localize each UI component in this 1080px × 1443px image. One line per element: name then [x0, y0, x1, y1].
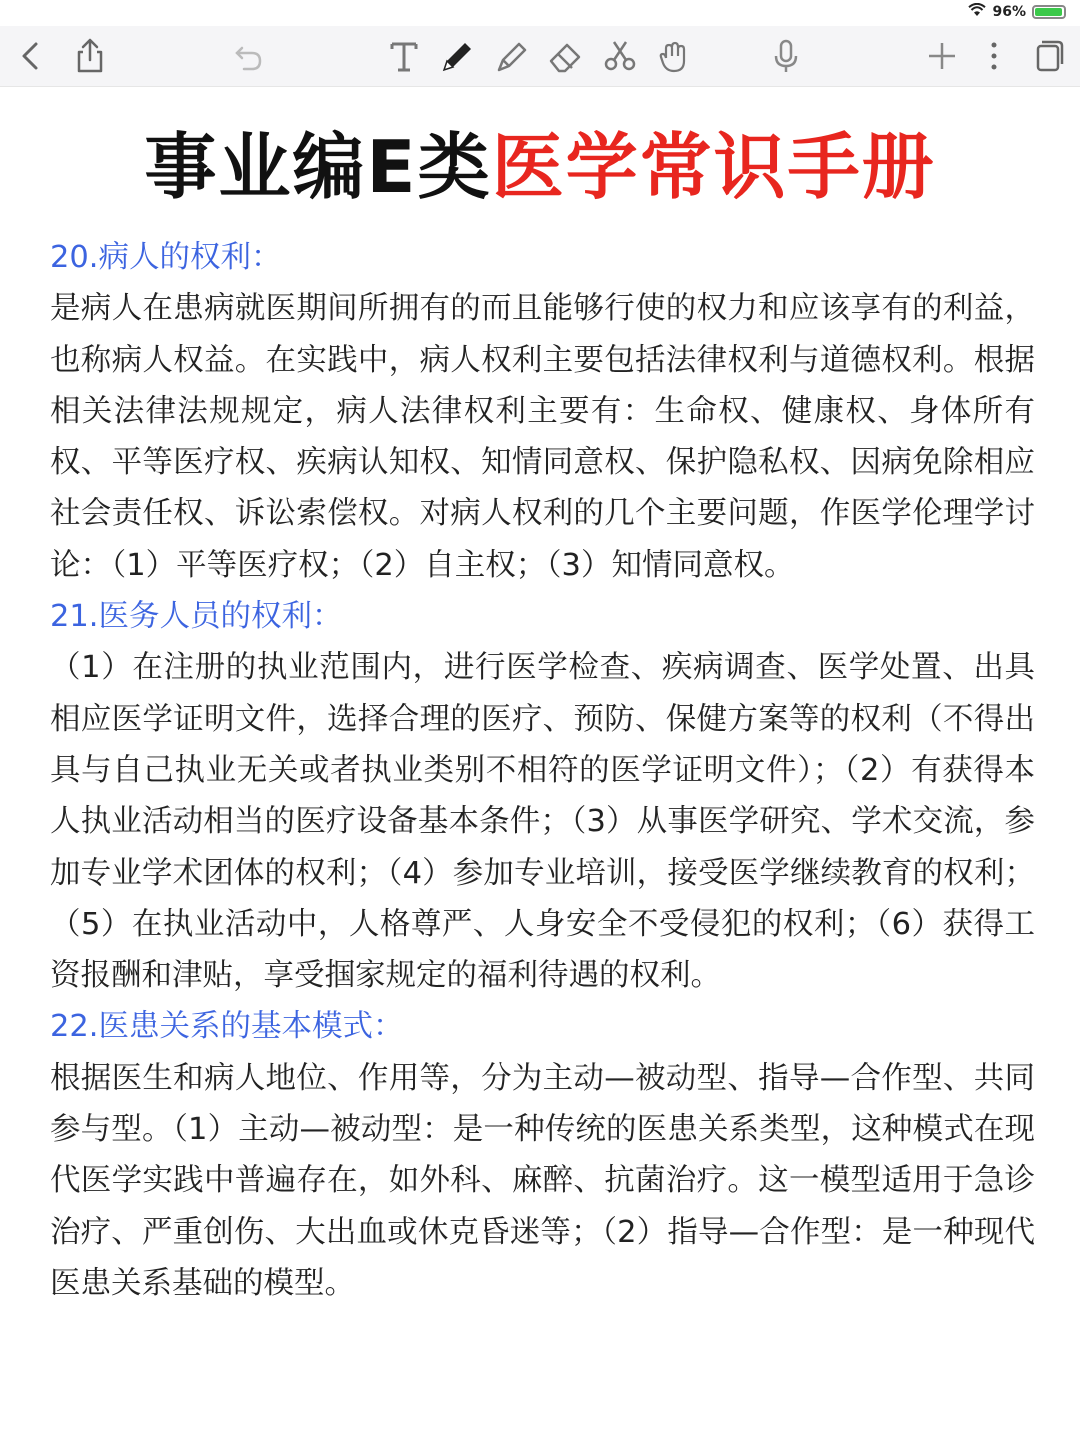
more-icon[interactable]: [972, 34, 1016, 78]
hand-tool-icon[interactable]: [652, 34, 696, 78]
status-bar: [0, 0, 1080, 26]
page-view-icon[interactable]: [1026, 34, 1070, 78]
title-black: 事业编E类: [144, 125, 492, 209]
document-page[interactable]: [0, 87, 1080, 1443]
back-icon[interactable]: [10, 34, 54, 78]
add-icon[interactable]: [920, 34, 964, 78]
section-heading: 21.医务人员的权利：: [50, 599, 343, 635]
pen-tool-icon[interactable]: [436, 34, 480, 78]
wifi-icon: [968, 3, 986, 21]
section-heading: 22.医患关系的基本模式：: [50, 1009, 404, 1045]
section-body: 根据医生和病人地位、作用等，分为主动—被动型、指导—合作型、共同参与型。（1）主动—被动型：是一种传统的医患关系类型，这种模式在现代医学实践中普遍存在，如外科、麻醉、抗菌治疗。这一模型适用于急诊治疗、严重创伤、大出血或休克昏迷等；（2）指导—合作型：是一种现代医患关系基础的模型。: [50, 1060, 1035, 1301]
battery-level: [1035, 8, 1062, 16]
highlighter-tool-icon[interactable]: [490, 34, 534, 78]
battery-icon: [1032, 5, 1066, 19]
text-tool-icon[interactable]: [382, 34, 426, 78]
document-body: [50, 232, 1035, 1309]
section-heading: 20.病人的权利：: [50, 240, 282, 275]
toolbar: [0, 26, 1080, 87]
eraser-tool-icon[interactable]: [544, 34, 588, 78]
microphone-icon[interactable]: [764, 34, 808, 78]
section-body: （1）在注册的执业范围内，进行医学检查、疾病调查、医学处置、出具相应医学证明文件，选择合理的医疗、预防、保健方案等的权利（不得出具与自己执业无关或者执业类别不相符的医学证明文件）；（2）有获得本人执业活动相当的医疗设备基本条件；（3）从事医学研究、学术交流，参加专业学术团体的权利；（4）参加专业培训，接受医学继续教育的权利；（5）在执业活动中，人格尊严、人身安全不受侵犯的权利；（6）获得工资报酬和津贴，享受掴家规定的福利待遇的权利。: [50, 650, 1035, 994]
section-body: 是病人在患病就医期间所拥有的而且能够行使的权力和应该享有的利益，也称病人权益。在实践中，病人权利主要包括法律权利与道德权利。根据相关法律法规规定，病人法律权利主要有：生命权、健康权、身体所有权、平等医疗权、疾病认知权、知情同意权、保护隐私权、因病免除相应社会责任权、诉讼索偿权。对病人权利的几个主要问题，作医学伦理学讨论：（1）平等医疗权；（2）自主权；（3）知情同意权。: [50, 291, 1035, 583]
battery-percent: 96%: [992, 4, 1026, 20]
document-title: [0, 125, 1080, 209]
status-indicators: [968, 3, 1066, 21]
lasso-tool-icon[interactable]: [598, 34, 642, 78]
share-icon[interactable]: [68, 34, 112, 78]
title-red: 医学常识手册: [491, 125, 936, 209]
undo-icon[interactable]: [226, 34, 270, 78]
